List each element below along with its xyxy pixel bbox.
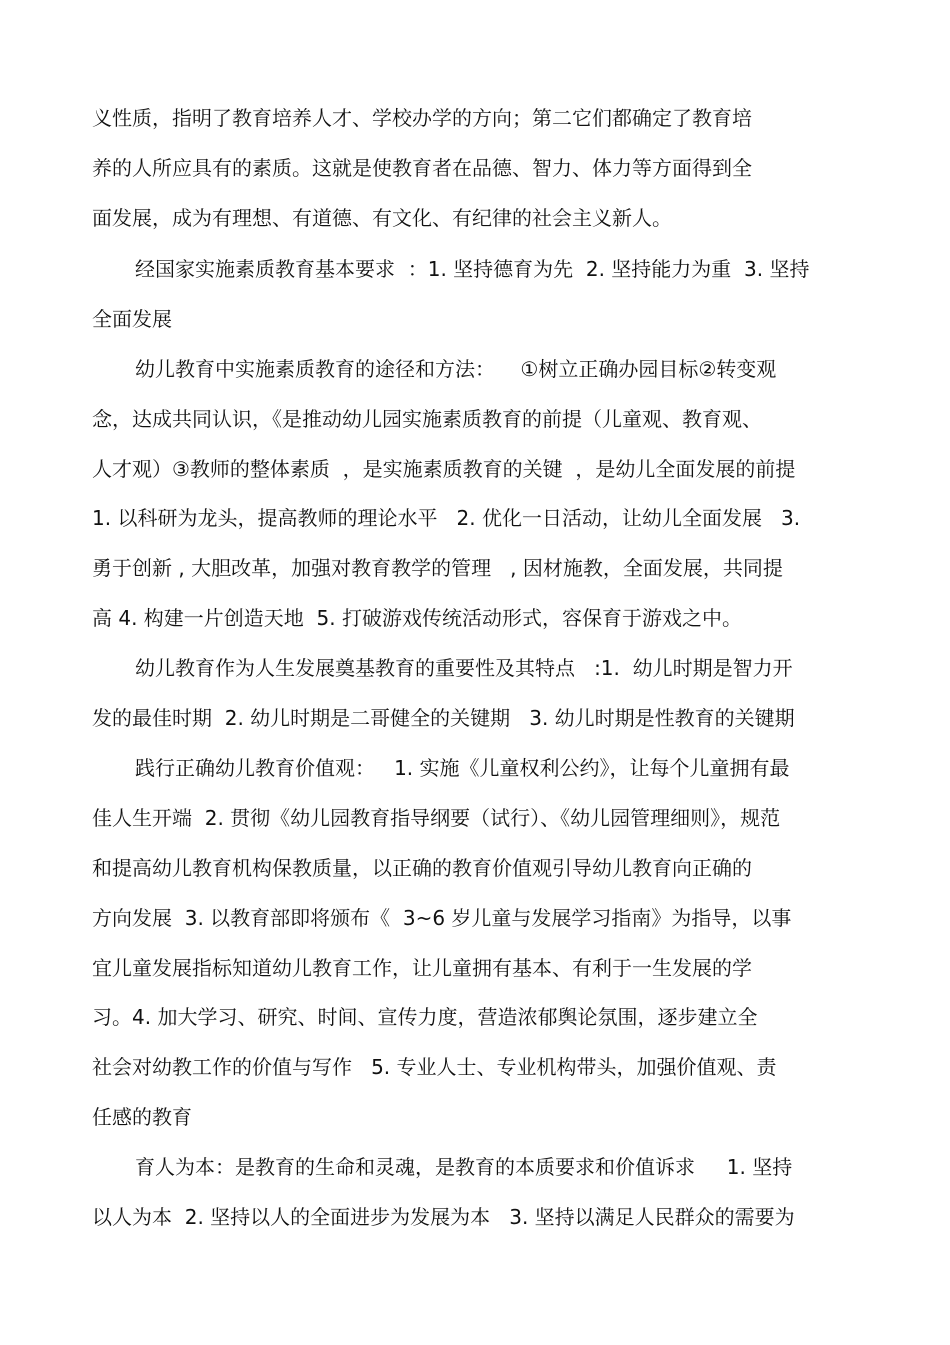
text-line: 义性质，指明了教育培养人才、学校办学的方向；第二它们都确定了教育培 bbox=[92, 106, 752, 130]
text-line: 以人为本 2. 坚持以人的全面进步为发展为本 3. 坚持以满足人民群众的需要为 bbox=[92, 1205, 795, 1229]
text-line: 育人为本：是教育的生命和灵魂，是教育的本质要求和价值诉求 1. 坚持 bbox=[135, 1155, 793, 1179]
text-line: 方向发展 3. 以教育部即将颁布《 3~6 岁儿童与发展学习指南》为指导，以事 bbox=[92, 906, 792, 930]
text-line: 面发展，成为有理想、有道德、有文化、有纪律的社会主义新人。 bbox=[92, 206, 672, 230]
text-line: 念，达成共同认识，《是推动幼儿园实施素质教育的前提（儿童观、教育观、 bbox=[92, 407, 762, 431]
text-line: 养的人所应具有的素质。这就是使教育者在品德、智力、体力等方面得到全 bbox=[92, 156, 752, 180]
text-line: 佳人生开端 2. 贯彻《幼儿园教育指导纲要（试行）、《幼儿园管理细则》，规范 bbox=[92, 806, 781, 830]
text-line: 任感的教育 bbox=[92, 1105, 192, 1129]
text-line: 勇于创新 , 大胆改革，加强对教育教学的管理 , 因材施教，全面发展，共同提 bbox=[92, 556, 783, 580]
text-line: 经国家实施素质教育基本要求 ：1. 坚持德育为先 2. 坚持能力为重 3. 坚持 bbox=[135, 257, 810, 281]
text-line: 全面发展 bbox=[92, 307, 172, 331]
text-line: 习。4. 加大学习、研究、时间、宣传力度，营造浓郁舆论氛围，逐步建立全 bbox=[92, 1005, 758, 1029]
text-line: 践行正确幼儿教育价值观： 1. 实施《儿童权利公约》，让每个儿童拥有最 bbox=[135, 756, 790, 780]
text-line: 宜儿童发展指标知道幼儿教育工作，让儿童拥有基本、有利于一生发展的学 bbox=[92, 956, 752, 980]
text-line: 1. 以科研为龙头，提高教师的理论水平 2. 优化一日活动，让幼儿全面发展 3. bbox=[92, 506, 801, 530]
text-line: 幼儿教育中实施素质教育的途径和方法： ①树立正确办园目标②转变观 bbox=[135, 357, 777, 381]
text-line: 幼儿教育作为人生发展奠基教育的重要性及其特点 :1. 幼儿时期是智力开 bbox=[135, 656, 793, 680]
text-line: 和提高幼儿教育机构保教质量，以正确的教育价值观引导幼儿教育向正确的 bbox=[92, 856, 752, 880]
text-line: 发的最佳时期 2. 幼儿时期是二哥健全的关键期 3. 幼儿时期是性教育的关键期 bbox=[92, 706, 795, 730]
text-line: 高 4. 构建一片创造天地 5. 打破游戏传统活动形式，容保育于游戏之中。 bbox=[92, 606, 742, 630]
text-line: 社会对幼教工作的价值与写作 5. 专业人士、专业机构带头，加强价值观、责 bbox=[92, 1055, 777, 1079]
text-line: 人才观）③教师的整体素质 ，是实施素质教育的关键 ，是幼儿全面发展的前提 bbox=[92, 457, 796, 481]
